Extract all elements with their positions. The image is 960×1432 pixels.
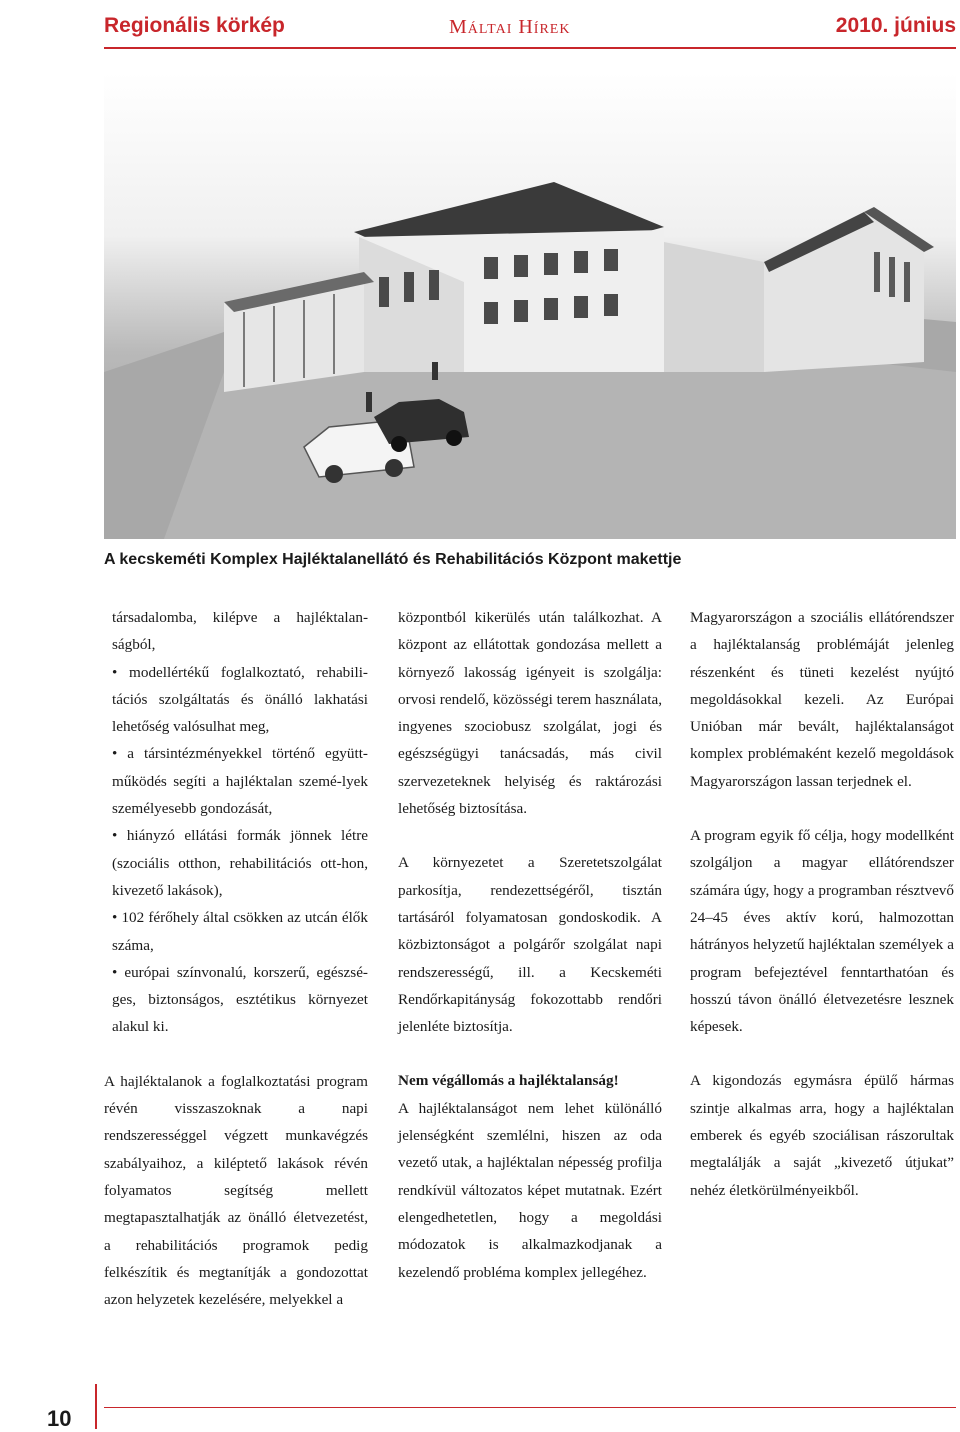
paragraph: központból kikerülés után találkozhat. A központ az ellátottak gondozása mellett a környező lakosság igényeit is szolgálja: orvosi rendelő, közösségi terem használata, ingyenes szociobusz szolgálat, jogi és egészségügyi tanácsadás, más civil szervezeteknek helyiség és raktározási lehetőség biztosítása. [398,609,663,818]
list-item: • 102 férőhely által csökken az utcán élők száma, [112,909,368,954]
paragraph: A program egyik fő célja, hogy modellként szolgáljon a magyar ellátórendszer számára úgy, hogy a programban résztvevő 24–45 éves aktív korú, halmozottan hátrányos helyzetű hajléktalan személyek a program befejeztével fenntarthatóan és hosszú távon önálló életvezetésre lesznek képesek. [690,827,954,1036]
issue-date: 2010. június [835,14,956,37]
magazine-title: Máltai Hírek [449,16,571,38]
paragraph: A hajléktalanok a foglalkoztatási program révén visszaszoknak a napi rendszerességgel végzett munkavégzés szabályaihoz, a kiléptető lakások révén folyamatos segítség mellett megtapasztalhatják az önálló életvezetést, a rehabilitációs programok pedig felkészítik és megtanítják a gondozottat azon helyzetek kezelésére, melyekkel a [104,1072,368,1309]
section-title: Regionális körkép [104,14,285,37]
intro-continuation: társadalomba, kilépve a hajléktalan-ságból, [112,609,368,654]
column-2 [398,604,662,1286]
paragraph: A hajléktalanságot nem lehet különálló jelenségként szemlélni, hiszen az oda vezető utak, a hajléktalan népesség profilja rendkívül változatos képet mutatnak. Ezért elengedhetetlen, hogy a megoldási módozatok is alkalmazkodjanak a kezelendő probléma komplex jellegéhez. [398,1099,662,1281]
paragraph: A környezetet a Szeretetszolgálat parkosítja, rendezettségéről, tisztán tartásáról folyamatosan gondoskodik. A közbiztonságot a polgárőr szolgálat napi rendszerességű, ill. a Kecskeméti Rendőrkapitányság fokozottabb rendőri jelenléte biztosítja. [398,854,662,1036]
section-heading: Nem végállomás a hajléktalanság! [398,1072,619,1090]
header-rule [104,47,956,49]
building-model-photo [104,72,956,539]
footer-rule [104,1407,956,1408]
column-1 [104,604,368,1313]
column-3 [690,604,954,1204]
paragraph: A kigondozás egymásra épülő hármas szintje alkalmas arra, hogy a hajléktalan emberek és egyéb szociálisan rászorultak megtalálják a saját „kivezető útjukat” nehéz életkörülményeikből. [690,1072,954,1199]
list-item: • hiányzó ellátási formák jönnek létre (szociális otthon, rehabilitációs ott-hon, kivezető lakások), [112,827,368,899]
paragraph: Magyarországon a szociális ellátórendszer a hajléktalanság problémáját jelenleg részenként és tüneti kezelést nyújtó megoldásokkal kezeli. Az Európai Unióban már bevált, hajléktalanságot komplex problémaként kezelő megoldások Magyarországon lassan terjednek el. [690,609,954,790]
photo-caption: A kecskeméti Komplex Hajléktalanellátó és Rehabilitációs Központ makettje [104,551,682,568]
list-item: • modellértékű foglalkoztató, rehabili-tációs szolgáltatás és önálló lakhatási lehetőség valósulhat meg, [112,663,368,736]
page-number: 10 [47,1406,72,1431]
building-model-illustration [104,72,956,539]
list-item: • európai színvonalú, korszerű, egészsé-ges, biztonságos, esztétikus környezet alakul ki. [112,963,368,1036]
list-item: • a társintézményekkel történő együtt-működés segíti a hajléktalan szemé-lyek személyesebb gondozását, [112,745,368,818]
running-header [104,14,956,44]
